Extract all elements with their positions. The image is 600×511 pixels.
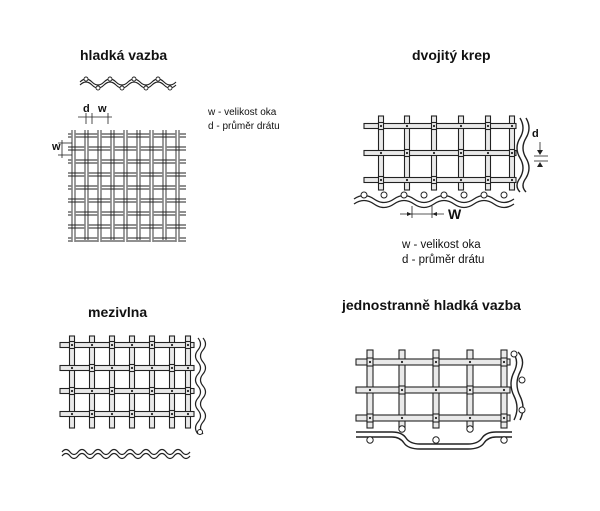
flat-top-knuckle: [503, 361, 505, 363]
intermediate-crimp-knuckle: [111, 367, 113, 369]
flat-top-wire-section: [501, 437, 507, 443]
intermediate-crimp-knuckle: [171, 390, 173, 392]
flat-top-knuckle: [435, 417, 437, 419]
double-crimp-wire-section: [441, 192, 447, 198]
double-crimp-legend-wire-diameter: d - průměr drátu: [402, 254, 485, 266]
plain-wire-section: [132, 77, 136, 81]
double-crimp-legend: [401, 239, 484, 266]
flat-top-knuckle: [369, 389, 371, 391]
double-crimp-weft-wire: [364, 124, 516, 129]
double-crimp-bottom-profile: [354, 192, 514, 222]
double-crimp-wire-section: [361, 192, 367, 198]
intermediate-crimp-knuckle: [111, 344, 113, 346]
double-crimp-wire-section: [421, 192, 427, 198]
panel-flat-top: [341, 297, 525, 449]
double-crimp-knuckle: [487, 152, 489, 154]
plain-wire-section: [84, 77, 88, 81]
panel-plain-title: hladká vazba: [80, 47, 168, 63]
flat-top-knuckle: [401, 361, 403, 363]
flat-top-bottom-profile: [356, 426, 512, 449]
flat-top-wire-section: [399, 426, 405, 432]
flat-top-knuckle: [469, 361, 471, 363]
double-crimp-wire-section: [461, 192, 467, 198]
plain-dim-d-label: d: [83, 103, 90, 115]
plain-wire-section: [120, 86, 124, 90]
double-crimp-knuckle: [511, 179, 513, 181]
panel-intermediate-crimp: [60, 304, 206, 459]
flat-top-knuckle: [369, 417, 371, 419]
flat-top-knuckle: [435, 389, 437, 391]
double-crimp-side-profile: [517, 118, 548, 192]
intermediate-crimp-knuckle: [151, 413, 153, 415]
double-crimp-knuckle: [460, 125, 462, 127]
intermediate-crimp-knuckle: [131, 413, 133, 415]
intermediate-crimp-knuckle: [151, 367, 153, 369]
intermediate-crimp-knuckle: [91, 390, 93, 392]
double-crimp-mesh: [364, 116, 516, 190]
intermediate-crimp-knuckle: [131, 390, 133, 392]
double-crimp-dim-w-label: W: [448, 206, 462, 222]
flat-top-knuckle: [469, 417, 471, 419]
double-crimp-wire-sections: [361, 192, 507, 198]
intermediate-crimp-side-profile: [196, 338, 206, 435]
flat-top-knuckle: [435, 361, 437, 363]
panel-intermediate-crimp-title: mezivlna: [88, 304, 148, 320]
intermediate-crimp-bottom-profile: [62, 450, 190, 459]
double-crimp-knuckle: [433, 179, 435, 181]
intermediate-crimp-knuckle: [111, 390, 113, 392]
plain-wire-section: [168, 86, 172, 90]
intermediate-crimp-knuckle: [187, 390, 189, 392]
flat-top-weft-wire: [356, 387, 510, 393]
double-crimp-dim-d-label: d: [532, 128, 539, 140]
double-crimp-legend-mesh-size: w - velikost oka: [402, 239, 481, 251]
plain-weave-mesh: [68, 130, 186, 242]
double-crimp-weft-wire: [364, 151, 516, 156]
intermediate-crimp-knuckle: [187, 413, 189, 415]
double-crimp-knuckle: [487, 179, 489, 181]
flat-top-knuckle: [503, 389, 505, 391]
plain-profile: [80, 77, 176, 90]
double-crimp-weft-wire: [364, 178, 516, 183]
double-crimp-knuckle: [406, 179, 408, 181]
plain-dim-w-side-label: w: [52, 141, 61, 153]
plain-wire-section: [108, 77, 112, 81]
double-crimp-knuckle: [406, 125, 408, 127]
plain-wire-section: [96, 86, 100, 90]
flat-top-knuckle: [401, 389, 403, 391]
panel-flat-top-title: jednostranně hladká vazba: [342, 297, 521, 313]
intermediate-crimp-knuckle: [171, 344, 173, 346]
double-crimp-wire-section: [481, 192, 487, 198]
double-crimp-knuckle: [511, 152, 513, 154]
flat-top-wire-section: [467, 426, 473, 432]
intermediate-crimp-knuckle: [71, 344, 73, 346]
intermediate-crimp-knuckle: [91, 344, 93, 346]
intermediate-crimp-knuckle: [131, 344, 133, 346]
intermediate-crimp-knuckle: [151, 390, 153, 392]
intermediate-crimp-knuckle: [71, 413, 73, 415]
flat-top-side-profile: [511, 351, 525, 420]
intermediate-crimp-weft-wire: [60, 343, 194, 348]
flat-top-knuckle: [401, 417, 403, 419]
intermediate-crimp-knuckle: [71, 367, 73, 369]
double-crimp-knuckle: [433, 152, 435, 154]
double-crimp-knuckle: [380, 152, 382, 154]
intermediate-crimp-knuckle: [151, 344, 153, 346]
double-crimp-wire-section: [381, 192, 387, 198]
intermediate-crimp-knuckle: [171, 413, 173, 415]
flat-top-knuckle: [369, 361, 371, 363]
double-crimp-knuckle: [460, 179, 462, 181]
double-crimp-knuckle: [511, 125, 513, 127]
double-crimp-wire-section: [501, 192, 507, 198]
intermediate-crimp-knuckle: [91, 413, 93, 415]
intermediate-crimp-knuckle: [111, 413, 113, 415]
double-crimp-knuckle: [380, 179, 382, 181]
plain-legend-mesh-size: w - velikost oka: [208, 107, 277, 118]
intermediate-crimp-knuckle: [91, 367, 93, 369]
intermediate-crimp-knuckle: [187, 344, 189, 346]
double-crimp-wire-section: [401, 192, 407, 198]
intermediate-crimp-weft-wire: [60, 389, 194, 394]
flat-top-knuckle: [469, 389, 471, 391]
plain-wire-section: [156, 77, 160, 81]
panel-plain-weave: [51, 47, 280, 242]
flat-top-wire-section: [367, 437, 373, 443]
panel-double-crimp-title: dvojitý krep: [412, 47, 491, 63]
intermediate-crimp-knuckle: [71, 390, 73, 392]
intermediate-crimp-knuckle: [187, 367, 189, 369]
plain-profile-wire-sections: [84, 77, 172, 90]
plain-legend: [207, 107, 280, 132]
plain-wire-section: [144, 86, 148, 90]
double-crimp-knuckle: [433, 125, 435, 127]
intermediate-crimp-mesh: [60, 336, 194, 428]
plain-legend-wire-diameter: d - průměr drátu: [208, 121, 280, 132]
intermediate-crimp-knuckle: [171, 367, 173, 369]
double-crimp-knuckle: [460, 152, 462, 154]
flat-top-wire-section: [433, 437, 439, 443]
double-crimp-knuckle: [406, 152, 408, 154]
double-crimp-knuckle: [380, 125, 382, 127]
intermediate-crimp-knuckle: [131, 367, 133, 369]
panel-double-crimp: [354, 47, 548, 266]
flat-top-knuckle: [503, 417, 505, 419]
plain-dim-w-top-label: w: [98, 103, 107, 115]
flat-top-mesh: [356, 350, 510, 428]
double-crimp-knuckle: [487, 125, 489, 127]
